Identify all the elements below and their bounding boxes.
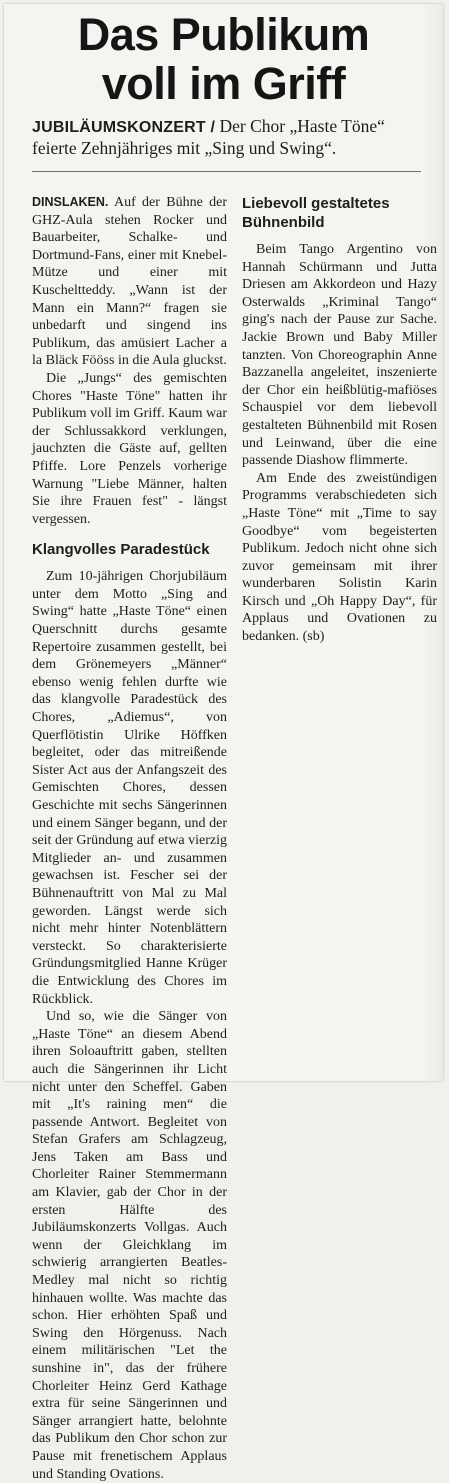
paragraph-5: Beim Tango Argentino von Hannah Schürmann und Jutta Driesen am Akkordeon und Hazy Osterwalds „Kriminal Tango“ ging's nach der Pause zur Sache. Jackie Brown und Baby Miller tanzten. Von Choreographin Anne Bazzanella angeleitet, inszenierte der Chor ein heißblütig-mafiöses Schauspiel vor dem liebevoll gestalteten Bühnenbild mit Rosen und Leinwand, über die eine passende Diashow flimmerte. bbox=[242, 242, 437, 469]
subheadline bbox=[32, 116, 429, 159]
paragraph-6: Am Ende des zweistündigen Programms verabschiedeten sich „Haste Töne“ mit „Time to say Goodbye“ vom begeisterten Publikum. Jedoch nicht ohne sich zuvor gemeinsam mit ihrer wunderbaren Solistin Karin Kirsch und „Oh Happy Day“, für Applaus und Ovationen zu bedanken. (sb) bbox=[242, 470, 437, 645]
newspaper-clipping bbox=[4, 4, 443, 1482]
subheading-1: Klangvolles Paradestück bbox=[32, 541, 210, 559]
paragraph-1-text: Auf der Bühne der GHZ-Aula stehen Rocker und Bauarbeiter, Schalke- und Dortmund-Fans, einer mit Knebel-Mütze und einer mit Kuscheltteddy. „Wann ist der Mann ein Mann?“ fragen sie unbedarft und singend ins Publikum, das amüsiert Lacher a la Bläck Fööss in die Aula gluckst. bbox=[32, 195, 228, 369]
paragraph-2: Die „Jungs“ des gemischten Chores "Haste Töne" hatten ihr Publikum voll im Griff. Kaum war der Schlussakkord verklungen, jauchzten die Gäste auf, gellten Pfiffe. Lore Penzels vorherige Warnung "Liebe Männer, halten Sie ihre Frauen fest" - längst vergessen. bbox=[32, 370, 227, 527]
column-left bbox=[32, 194, 228, 1482]
paragraph-1 bbox=[32, 194, 227, 370]
subheading-2: Liebevoll gestaltetes Bühnenbild bbox=[242, 195, 390, 231]
kicker: JUBILÄUMSKONZERT / bbox=[32, 119, 216, 136]
column-right bbox=[242, 194, 437, 1074]
paragraph-4: Und so, wie die Sänger von „Haste Töne“ an diesem Abend ihren Soloauftritt gaben, stellten auch die Sängerinnen ihr Licht nicht unter den Scheffel. Gaben mit „It's raining men“ die passende Antwort. Begleitet von Stefan Grafers am Schlagzeug, Jens Taken am Bass und Chorleiter Rainer Stemmermann am Klavier, gab der Chor in der ersten Hälfte des Jubiläumskonzerts Vollgas. Auch wenn der Gleichklang im schwierig arrangierten Beatles-Medley mal nicht so richtig hinhauen wollte. Was machte das schon. Hier erhöhten Spaß und Swing den Hörgenuss. Nach einem militärischen "Let the sunshine in", das der frühere Chorleiter Heinz Gerd Kathage extra für seine Sängerinnen und Sänger arrangiert hatte, belohnte das Publikum den Chor schon zur Pause mit frenetischem Applaus und Standing Ovations. bbox=[32, 1009, 227, 1482]
headline-line-1: Das Publikum bbox=[77, 9, 370, 60]
dateline: DINSLAKEN. bbox=[32, 195, 109, 209]
headline-line-2: voll im Griff bbox=[101, 58, 346, 109]
article-body bbox=[32, 194, 437, 1482]
subheadline-text: Der Chor „Haste Töne“ feierte Zehnjähriges mit „Sing und Swing“. bbox=[32, 116, 385, 158]
paragraph-3: Zum 10-jährigen Chorjubiläum unter dem Motto „Sing and Swing“ hatte „Haste Töne“ einen Querschnitt durchs gesamte Repertoire zusammen gestellt, bei dem Grönemeyers „Männer“ ebenso wenig fehlen durfte wie das klangvolle Paradestück des Chores, „Adiemus“, von Querflötistin Ulrike Höffken begleitet, oder das mitreißende Sister Act aus der Anfangszeit des Gemischten Chores, dessen Geschichte mit sechs Sängerinnen und einem Sänger begann, und der seit der Gründung auf etwa vierzig Mitglieder an- und zusammen gewachsen ist. Fescher sei der Bühnenauftritt von Mal zu Mal geworden. Längst werde sich nicht mehr hinter Notenblättern versteckt. So charakterisierte Gründungsmitglied Hanne Krüger die Entwicklung des Chores im Rückblick. bbox=[32, 569, 227, 1007]
headline bbox=[4, 10, 443, 108]
divider bbox=[32, 171, 428, 172]
